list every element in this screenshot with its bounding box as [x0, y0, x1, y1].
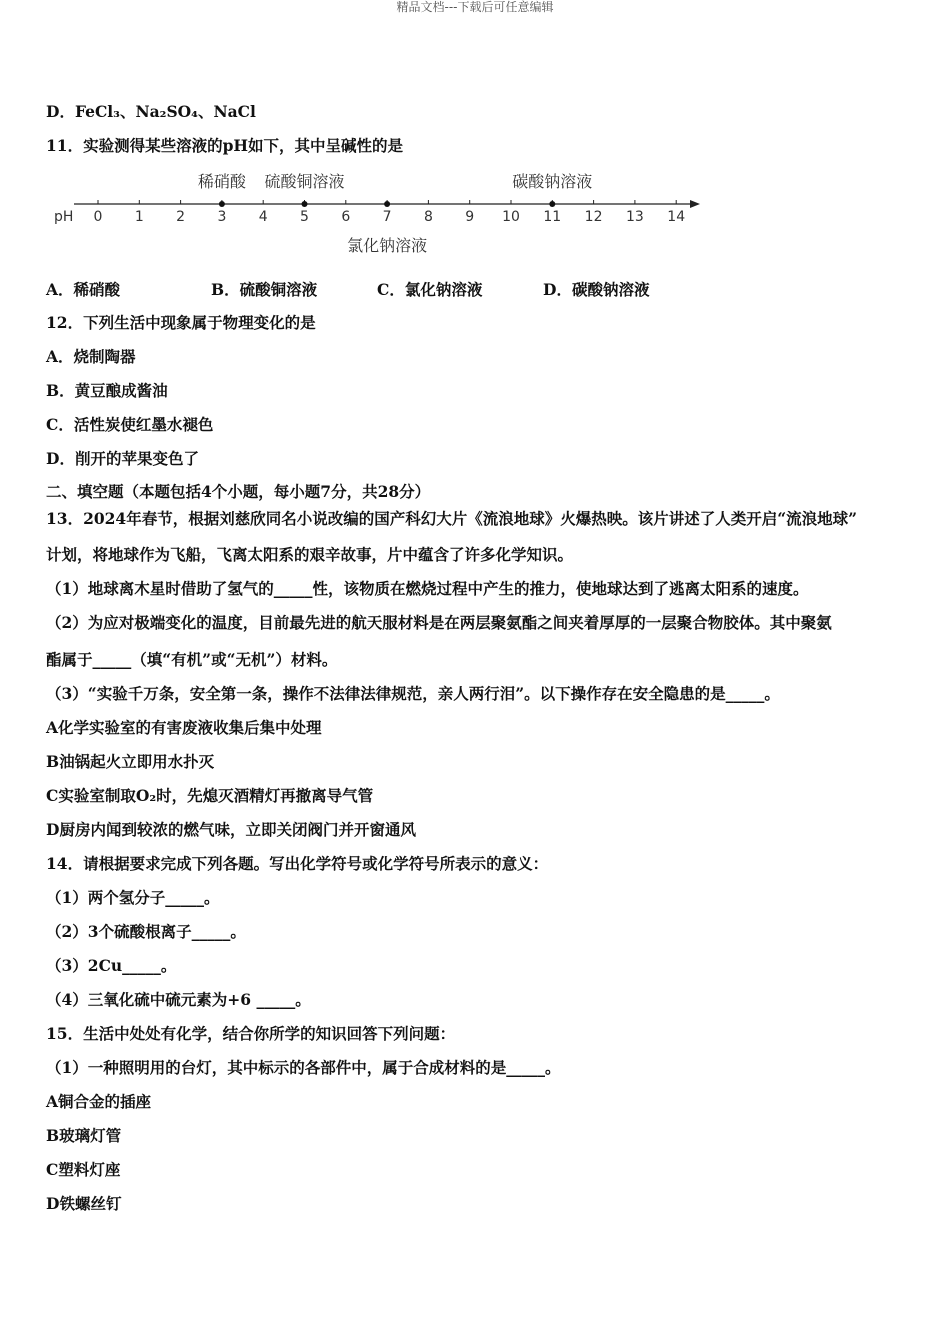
- q13-option-d: D厨房内闻到较浓的燃气味，立即关闭阀门并开窗通风: [46, 820, 416, 839]
- ph-tick-label: 1: [134, 209, 144, 225]
- ph-tick-label: 5: [300, 209, 309, 225]
- ph-tick-label: 10: [502, 209, 520, 225]
- ph-axis-label: pH: [54, 209, 74, 225]
- q13-part3: （3）“实验千万条，安全第一条，操作不法律法律规范，亲人两行泪”。以下操作存在安全隐患的是_____。: [46, 684, 780, 703]
- ph-tick-label: 12: [584, 209, 603, 225]
- q10-option-d: D．FeCl₃、Na₂SO₄、NaCl: [46, 102, 256, 121]
- q12-stem: 12．下列生活中现象属于物理变化的是: [46, 313, 316, 332]
- ph-marker-dot: [549, 201, 555, 207]
- ph-tick-label: 7: [382, 209, 392, 225]
- q14-part4: （4）三氧化硫中硫元素为+6 _____。: [46, 990, 311, 1009]
- q15-stem: 15．生活中处处有化学，结合你所学的知识回答下列问题：: [46, 1024, 456, 1043]
- ph-marker-label: 硫酸铜溶液: [264, 172, 345, 191]
- ph-marker-label: 碳酸钠溶液: [512, 172, 593, 191]
- ph-marker-dot: [219, 201, 225, 207]
- q15-option-b: B玻璃灯管: [46, 1126, 122, 1145]
- q12-option-c: C．活性炭使红墨水褪色: [46, 415, 214, 434]
- ph-tick-label: 13: [625, 209, 644, 225]
- ph-tick-label: 14: [667, 209, 686, 225]
- ph-tick-label: 0: [93, 209, 103, 225]
- q14-stem: 14．请根据要求完成下列各题。写出化学符号或化学符号所表示的意义：: [46, 854, 549, 873]
- q11-stem: 11．实验测得某些溶液的pH如下，其中呈碱性的是: [46, 136, 404, 155]
- ph-tick-label: 9: [465, 209, 475, 225]
- q11-choice-c[interactable]: C．氯化钠溶液: [377, 280, 483, 299]
- ph-marker-label: 氯化钠溶液: [347, 236, 428, 255]
- q15-part1: （1）一种照明用的台灯，其中标示的各部件中，属于合成材料的是_____。: [46, 1058, 561, 1077]
- q14-part3: （3）2Cu_____。: [46, 956, 177, 975]
- ph-tick-label: 3: [217, 209, 227, 225]
- ph-tick-label: 6: [341, 209, 351, 225]
- q11-choice-d[interactable]: D．碳酸钠溶液: [543, 280, 650, 299]
- q12-option-a: A．烧制陶器: [46, 347, 136, 366]
- ph-tick-label: 2: [176, 209, 186, 225]
- section-2-title: 二、填空题（本题包括4个小题，每小题7分，共28分）: [46, 482, 431, 501]
- ph-scale-diagram: [50, 168, 710, 264]
- q15-option-a: A铜合金的插座: [46, 1092, 152, 1111]
- q13-part2-line2: 酯属于_____（填“有机”或“无机”）材料。: [46, 650, 338, 669]
- q13-option-c: C实验室制取O₂时，先熄灭酒精灯再撤离导气管: [46, 786, 374, 805]
- q11-choice-a[interactable]: A．稀硝酸: [46, 280, 121, 299]
- q15-option-d: D铁螺丝钉: [46, 1194, 122, 1213]
- q12-option-d: D．削开的苹果变色了: [46, 449, 199, 468]
- q14-part1: （1）两个氢分子_____。: [46, 888, 220, 907]
- q12-option-b: B．黄豆酿成酱油: [46, 381, 168, 400]
- q14-part2: （2）3个硫酸根离子_____。: [46, 922, 246, 941]
- ph-tick-label: 8: [423, 209, 433, 225]
- ph-tick-label: 4: [258, 209, 268, 225]
- ph-marker-dot: [384, 201, 390, 207]
- ph-marker-label: 稀硝酸: [197, 172, 246, 191]
- q13-option-b: B油锅起火立即用水扑灭: [46, 752, 215, 771]
- q13-stem-line1: 13．2024年春节，根据刘慈欣同名小说改编的国产科幻大片《流浪地球》火爆热映。该片讲述了人类开启“流浪地球”: [46, 509, 858, 528]
- ph-marker-dot: [302, 201, 308, 207]
- q13-stem-line2: 计划，将地球作为飞船，飞离太阳系的艰辛故事，片中蕴含了许多化学知识。: [46, 545, 574, 564]
- q13-option-a: A化学实验室的有害废液收集后集中处理: [46, 718, 322, 737]
- page-header: 精品文档---下载后可任意编辑: [396, 0, 554, 14]
- ph-tick-label: 11: [543, 209, 562, 225]
- q11-choice-b[interactable]: B．硫酸铜溶液: [211, 280, 318, 299]
- q13-part2-line1: （2）为应对极端变化的温度，目前最先进的航天服材料是在两层聚氨酯之间夹着厚厚的一层聚合物胶体。其中聚氨: [46, 613, 832, 632]
- q15-option-c: C塑料灯座: [46, 1160, 121, 1179]
- ph-axis-arrow-icon: [690, 200, 700, 208]
- q13-part1: （1）地球离木星时借助了氢气的_____性，该物质在燃烧过程中产生的推力，使地球达到了逃离太阳系的速度。: [46, 579, 809, 598]
